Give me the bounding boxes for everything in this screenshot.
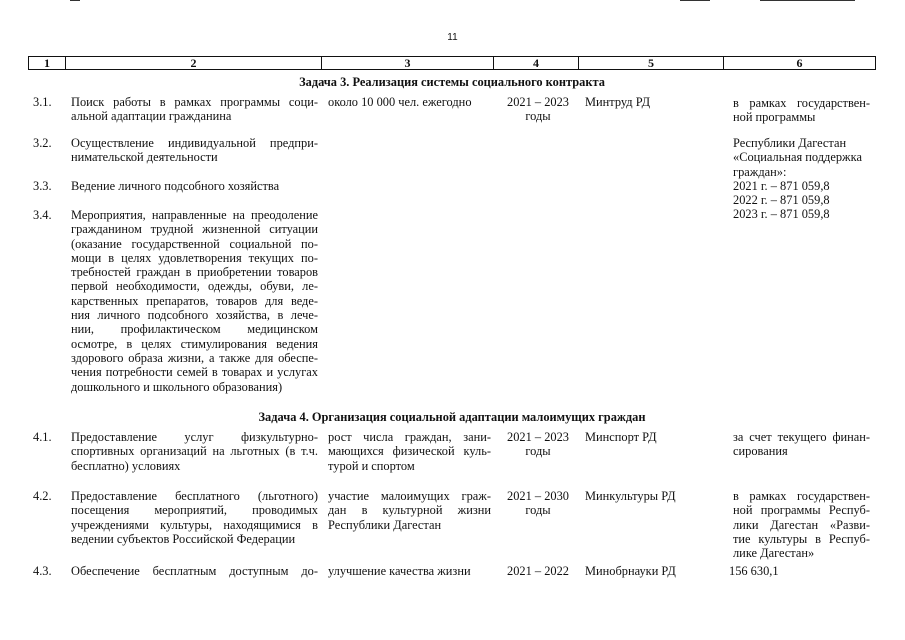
row-number: 4.1. xyxy=(33,430,52,444)
row-period: 2021 – 2022 xyxy=(507,564,569,578)
row-indicator: улучшение качества жизни xyxy=(328,564,471,578)
col-header-3: 3 xyxy=(322,57,494,70)
row-description: Предоставление бесплатного (льготного) посещения мероприятий, проводимых учреждениями культуры, находящимися в ведении субъектов Российской Федерации xyxy=(71,489,318,546)
row-description: Мероприятия, направленные на преодоление гражданином трудной жизненной ситуации (оказание государственной социальной по- мощи в целях удовлетворения текущих по- требностей граждан в приобретении товаров первой необходимости, одежды, обуви, ле- карственных препаратов, товаров для веде- ния личного подсобного хозяйства, в лече- нии, профилактическом медицинском осмотре, в целях стимулирования ведения здорового образа жизни, а также для обеспе- чения потребности семей в товарах и услугах дошкольного и школьного образования) xyxy=(71,208,318,394)
row-description: Обеспечение бесплатным доступным до- xyxy=(71,564,318,578)
row-description: Предоставление услуг физкультурно- спортивных организаций на льготных (в т.ч. бесплатно) условиях xyxy=(71,430,318,473)
row-description: Поиск работы в рамках программы соци- альной адаптации гражданина xyxy=(71,95,318,124)
col-header-4: 4 xyxy=(494,57,579,70)
row-executor: Минтруд РД xyxy=(585,95,651,109)
row-executor: Минспорт РД xyxy=(585,430,657,444)
col-header-6: 6 xyxy=(724,57,876,70)
col-header-2: 2 xyxy=(66,57,322,70)
row-funding: за счет текущего финан- сирования xyxy=(733,430,870,459)
page-number: 11 xyxy=(447,32,458,43)
row-indicator: участие малоимущих граж- дан в культурной жизни Республики Дагестан xyxy=(328,489,491,532)
row-description: Осуществление индивидуальной предпри- нимательской деятельности xyxy=(71,136,318,165)
scan-mark xyxy=(680,0,710,1)
row-period: 2021 – 2030 годы xyxy=(507,489,569,518)
task3-title: Задача 3. Реализация системы социального контракта xyxy=(299,75,605,89)
row-funding: в рамках государствен- ной программы Респуб- лики Дагестан «Разви- тие культуры в Респуб- лике Дагестан» xyxy=(733,489,870,561)
row-number: 4.2. xyxy=(33,489,52,503)
col-header-5: 5 xyxy=(579,57,724,70)
row-executor: Минкультуры РД xyxy=(585,489,676,503)
row-indicator: около 10 000 чел. ежегодно xyxy=(328,95,472,109)
scan-mark xyxy=(70,0,80,1)
scan-mark xyxy=(760,0,855,1)
column-header-table xyxy=(28,56,876,70)
row-period: 2021 – 2023 годы xyxy=(507,95,569,124)
row-number: 3.1. xyxy=(33,95,52,109)
task3-funding-cont: Республики Дагестан «Социальная поддержка граждан»: 2021 г. – 871 059,8 2022 г. – 871 059,8 2023 г. – 871 059,8 xyxy=(733,136,862,222)
row-indicator: рост числа граждан, зани- мающихся физической куль- турой и спортом xyxy=(328,430,491,473)
row-period: 2021 – 2023 годы xyxy=(507,430,569,459)
task3-funding: в рамках государствен- ной программы xyxy=(733,96,870,125)
row-funding: 156 630,1 xyxy=(729,564,779,578)
task4-title: Задача 4. Организация социальной адаптации малоимущих граждан xyxy=(258,410,646,424)
row-number: 3.4. xyxy=(33,208,52,222)
row-number: 3.2. xyxy=(33,136,52,150)
col-header-1: 1 xyxy=(29,57,66,70)
row-number: 4.3. xyxy=(33,564,52,578)
row-executor: Минобрнауки РД xyxy=(585,564,676,578)
row-number: 3.3. xyxy=(33,179,52,193)
row-description: Ведение личного подсобного хозяйства xyxy=(71,179,280,193)
